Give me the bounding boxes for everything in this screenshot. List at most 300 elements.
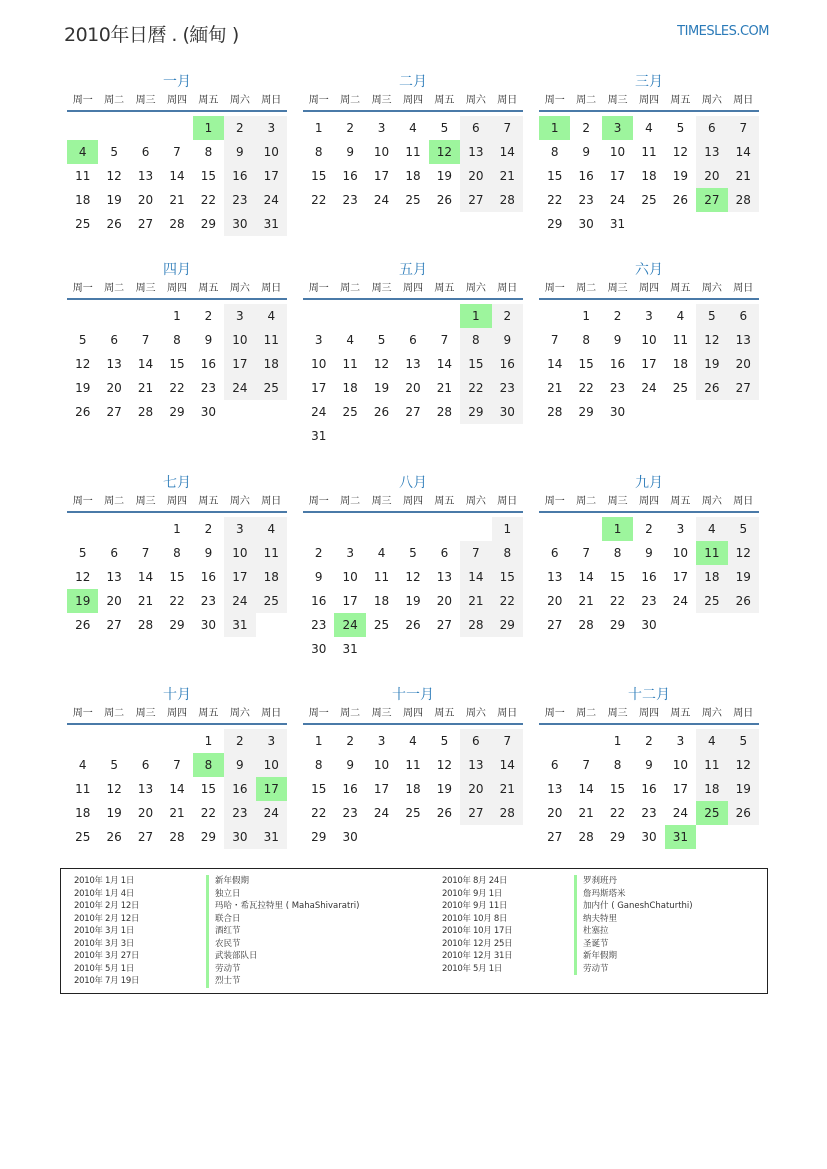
- day-cell: 3: [676, 734, 685, 748]
- holiday-name: 武装部队日: [206, 950, 258, 963]
- day-cell: 22: [311, 193, 327, 207]
- holiday-name: 杜塞拉: [574, 925, 609, 938]
- day-cell: 19: [436, 169, 453, 183]
- day-cell: 20: [106, 381, 122, 395]
- day-cell: 8: [492, 541, 523, 565]
- day-cell: 4: [409, 121, 417, 135]
- day-cell: 18: [342, 381, 358, 395]
- day-cell: 21: [547, 381, 563, 395]
- day-cell: 17: [224, 352, 255, 376]
- day-cell: 22: [578, 381, 594, 395]
- day-cell: 30: [641, 830, 657, 844]
- day-cell: 21: [578, 806, 594, 820]
- day-cell: 8: [613, 758, 622, 772]
- weekday-label: 周二: [576, 283, 597, 294]
- day-cell: 21: [169, 806, 185, 820]
- day-cell: 19: [696, 352, 727, 376]
- day-grid: [539, 729, 759, 849]
- day-cell: 11: [342, 357, 358, 371]
- day-cell: 16: [578, 169, 594, 183]
- day-cell: 10: [224, 541, 255, 565]
- day-cell: 10: [641, 333, 657, 347]
- weekday-label: 周六: [229, 95, 250, 106]
- day-cell: 11: [405, 758, 421, 772]
- day-cell: 24: [672, 806, 689, 820]
- day-cell: 8: [460, 328, 491, 352]
- holiday-name: 罗刹班丹: [574, 875, 617, 888]
- day-cell: 12: [373, 357, 390, 371]
- month-title: 十二月: [628, 687, 670, 703]
- day-cell: 18: [256, 565, 287, 589]
- day-cell: 21: [492, 164, 523, 188]
- day-cell: 10: [256, 140, 287, 164]
- day-cell: 11: [696, 753, 727, 777]
- day-cell: 21: [492, 777, 523, 801]
- day-cell: 4: [409, 734, 417, 748]
- day-cell: 2: [314, 546, 323, 560]
- day-cell: 24: [672, 594, 689, 608]
- day-cell: 23: [492, 376, 523, 400]
- day-cell: 25: [342, 405, 358, 419]
- months-grid: [67, 72, 767, 862]
- weekday-label: 周三: [371, 496, 392, 507]
- holiday-date: 2010年 8月 24日: [442, 876, 508, 886]
- weekday-label: 周二: [104, 496, 125, 507]
- day-cell: 14: [436, 357, 453, 371]
- day-cell: 10: [609, 145, 626, 159]
- day-cell: 9: [613, 333, 622, 347]
- month-title: 十月: [163, 687, 191, 703]
- day-cell: 2: [346, 121, 354, 135]
- empty-cell: [539, 517, 570, 541]
- holiday-date: 2010年 12月 25日: [442, 938, 513, 949]
- day-cell: 1: [314, 734, 323, 748]
- day-cell: 19: [728, 777, 759, 801]
- holiday-name: 农民节: [206, 938, 241, 951]
- weekday-label: 周日: [497, 283, 518, 294]
- empty-cell: [429, 517, 460, 541]
- empty-cell: [334, 304, 365, 328]
- day-cell: 27: [460, 801, 491, 825]
- day-cell: 19: [436, 782, 453, 796]
- empty-cell: [67, 729, 98, 753]
- day-cell: 26: [106, 217, 122, 231]
- day-cell: 22: [200, 193, 217, 207]
- day-cell: 14: [169, 169, 185, 183]
- day-cell: 30: [200, 405, 217, 419]
- day-cell: 1: [582, 309, 590, 323]
- empty-cell: [366, 304, 397, 328]
- day-cell: 9: [346, 758, 354, 772]
- day-cell: 31: [609, 217, 626, 231]
- day-cell: 3: [256, 116, 287, 140]
- day-cell: 17: [672, 570, 689, 584]
- day-cell: 29: [547, 217, 563, 231]
- holiday-date: 2010年 5月 1日: [74, 963, 135, 974]
- day-cell: 11: [75, 169, 91, 183]
- day-grid: [303, 116, 523, 212]
- day-cell: 24: [373, 806, 390, 820]
- day-cell: 6: [110, 333, 118, 347]
- day-cell: 20: [460, 164, 491, 188]
- day-cell: 5: [409, 546, 417, 560]
- day-cell: 26: [728, 801, 759, 825]
- weekday-label: 周二: [104, 283, 125, 294]
- day-cell: 10: [373, 145, 390, 159]
- day-cell: 28: [492, 188, 523, 212]
- day-cell: 10: [256, 753, 287, 777]
- day-cell: 9: [492, 328, 523, 352]
- day-cell: 31: [342, 642, 358, 656]
- day-cell: 2: [645, 734, 653, 748]
- empty-cell: [67, 517, 98, 541]
- month-calendar: [303, 260, 523, 448]
- day-cell: 14: [137, 570, 154, 584]
- day-cell: 23: [641, 806, 657, 820]
- day-cell: 15: [311, 782, 327, 796]
- weekday-label: 周三: [135, 708, 156, 719]
- day-cell: 26: [75, 618, 91, 632]
- holiday-name: 劳动节: [574, 963, 609, 976]
- empty-cell: [98, 116, 129, 140]
- day-cell: 17: [373, 782, 390, 796]
- day-cell: 15: [609, 570, 626, 584]
- day-cell: 13: [436, 570, 453, 584]
- day-cell: 9: [224, 753, 255, 777]
- day-cell: 3: [256, 729, 287, 753]
- day-cell: 29: [609, 830, 626, 844]
- day-cell: 2: [613, 309, 622, 323]
- day-cell: 7: [550, 333, 559, 347]
- weekday-header: [539, 92, 759, 112]
- site-link[interactable]: TIMESLES.COM: [677, 24, 769, 39]
- holiday-date: 2010年 5月 1日: [442, 963, 503, 974]
- day-cell: 3: [224, 517, 255, 541]
- day-cell: 21: [137, 381, 154, 395]
- day-cell: 22: [609, 806, 626, 820]
- day-cell: 21: [578, 594, 594, 608]
- day-cell: 9: [204, 333, 213, 347]
- day-cell: 24: [256, 801, 287, 825]
- holiday-date: 2010年 3月 27日: [74, 951, 140, 961]
- day-cell: 14: [492, 140, 523, 164]
- day-cell: 5: [728, 517, 759, 541]
- day-cell: 12: [75, 570, 91, 584]
- day-cell: 12: [106, 169, 122, 183]
- day-cell: 19: [106, 806, 122, 820]
- day-cell: 27: [728, 376, 759, 400]
- day-cell: 10: [672, 546, 689, 560]
- day-cell: 8: [204, 145, 213, 159]
- day-cell: 28: [137, 618, 154, 632]
- day-cell: 19: [728, 565, 759, 589]
- day-cell: 19: [405, 594, 421, 608]
- day-cell: 14: [578, 782, 594, 796]
- holiday-date: 2010年 3月 1日: [74, 926, 135, 936]
- day-cell: 22: [169, 594, 185, 608]
- month-title: 八月: [399, 475, 427, 491]
- day-cell: 13: [137, 782, 154, 796]
- day-cell: 15: [578, 357, 594, 371]
- day-cell: 17: [641, 357, 657, 371]
- day-cell: 15: [169, 570, 185, 584]
- weekday-label: 周四: [638, 283, 659, 294]
- day-cell: 16: [200, 357, 217, 371]
- day-cell: 26: [405, 618, 421, 632]
- day-cell: 18: [641, 169, 657, 183]
- day-cell: 20: [137, 193, 154, 207]
- day-cell: 29: [460, 400, 491, 424]
- weekday-label: 周三: [607, 95, 628, 106]
- day-cell: 9: [314, 570, 323, 584]
- day-cell: 7: [440, 333, 449, 347]
- day-cell: 29: [311, 830, 327, 844]
- holiday-day-cell: 1: [460, 304, 491, 328]
- holiday-date: 2010年 1月 4日: [74, 888, 135, 899]
- holiday-name: 新年假期: [574, 950, 617, 963]
- weekday-label: 周六: [701, 95, 722, 106]
- weekday-label: 周二: [340, 708, 361, 719]
- day-cell: 28: [436, 405, 453, 419]
- day-cell: 4: [377, 546, 386, 560]
- day-cell: 23: [641, 594, 657, 608]
- day-cell: 12: [405, 570, 421, 584]
- month-calendar: [539, 72, 759, 236]
- weekday-label: 周二: [340, 496, 361, 507]
- day-cell: 14: [492, 753, 523, 777]
- day-cell: 29: [169, 618, 185, 632]
- day-cell: 16: [641, 782, 657, 796]
- day-cell: 28: [728, 188, 759, 212]
- day-cell: 4: [676, 309, 685, 323]
- holiday-name: 烈士节: [206, 975, 241, 988]
- weekday-label: 周五: [434, 496, 455, 507]
- day-cell: 7: [141, 333, 150, 347]
- weekday-header: [67, 280, 287, 300]
- day-cell: 28: [547, 405, 563, 419]
- day-cell: 14: [578, 570, 594, 584]
- holiday-day-cell: 11: [696, 541, 727, 565]
- weekday-label: 周一: [544, 283, 565, 294]
- day-cell: 31: [256, 825, 287, 849]
- month-title: 二月: [399, 74, 427, 90]
- page-title: 2010年日曆 . (緬甸 ): [64, 24, 239, 46]
- weekday-label: 周二: [576, 95, 597, 106]
- day-cell: 13: [696, 140, 727, 164]
- day-cell: 20: [547, 594, 563, 608]
- weekday-label: 周六: [701, 708, 722, 719]
- day-cell: 6: [141, 758, 150, 772]
- day-cell: 18: [373, 594, 390, 608]
- empty-cell: [130, 517, 161, 541]
- day-cell: 26: [696, 376, 727, 400]
- day-cell: 23: [578, 193, 594, 207]
- weekday-label: 周日: [261, 496, 282, 507]
- day-cell: 2: [204, 309, 213, 323]
- day-cell: 19: [75, 381, 91, 395]
- day-cell: 18: [405, 169, 421, 183]
- day-cell: 25: [405, 193, 421, 207]
- empty-cell: [161, 116, 192, 140]
- month-title: 九月: [635, 475, 663, 491]
- day-cell: 21: [460, 589, 491, 613]
- month-calendar: [67, 685, 287, 849]
- weekday-label: 周二: [340, 283, 361, 294]
- month-title: 六月: [635, 262, 663, 278]
- day-cell: 6: [550, 758, 559, 772]
- day-cell: 29: [492, 613, 523, 637]
- holiday-date: 2010年 10月 8日: [442, 913, 508, 924]
- empty-cell: [429, 304, 460, 328]
- empty-cell: [161, 729, 192, 753]
- day-cell: 30: [342, 830, 358, 844]
- holiday-day-cell: 1: [539, 116, 570, 140]
- day-cell: 28: [578, 618, 594, 632]
- weekday-header: [539, 705, 759, 725]
- holiday-date: 2010年 10月 17日: [442, 926, 513, 936]
- day-cell: 5: [728, 729, 759, 753]
- weekday-label: 周五: [198, 496, 219, 507]
- day-cell: 30: [641, 618, 657, 632]
- day-cell: 2: [582, 121, 590, 135]
- day-cell: 16: [311, 594, 327, 608]
- weekday-label: 周四: [166, 708, 187, 719]
- day-cell: 13: [106, 570, 122, 584]
- weekday-label: 周五: [434, 283, 455, 294]
- empty-cell: [98, 517, 129, 541]
- day-cell: 9: [204, 546, 213, 560]
- weekday-label: 周四: [166, 496, 187, 507]
- day-cell: 23: [224, 188, 255, 212]
- day-cell: 20: [547, 806, 563, 820]
- day-grid: [303, 517, 523, 661]
- day-cell: 7: [141, 546, 150, 560]
- day-cell: 6: [440, 546, 449, 560]
- day-grid: [67, 729, 287, 849]
- day-cell: 18: [75, 806, 91, 820]
- day-cell: 28: [492, 801, 523, 825]
- day-cell: 26: [106, 830, 122, 844]
- weekday-label: 周一: [308, 95, 329, 106]
- day-cell: 8: [314, 758, 323, 772]
- empty-cell: [303, 304, 334, 328]
- weekday-label: 周一: [72, 496, 93, 507]
- day-cell: 16: [609, 357, 626, 371]
- day-cell: 15: [169, 357, 185, 371]
- day-cell: 17: [342, 594, 358, 608]
- day-cell: 29: [200, 830, 217, 844]
- weekday-label: 周一: [308, 496, 329, 507]
- day-cell: 13: [405, 357, 421, 371]
- holiday-name: 纳夫特里: [574, 913, 617, 926]
- day-cell: 5: [676, 121, 685, 135]
- holiday-name: 圣诞节: [574, 938, 609, 951]
- day-cell: 28: [460, 613, 491, 637]
- day-cell: 6: [409, 333, 417, 347]
- day-cell: 30: [224, 212, 255, 236]
- day-cell: 9: [346, 145, 354, 159]
- holiday-date: 2010年 3月 3日: [74, 938, 135, 949]
- day-cell: 27: [436, 618, 453, 632]
- weekday-label: 周五: [198, 95, 219, 106]
- day-cell: 1: [173, 522, 181, 536]
- day-cell: 12: [728, 753, 759, 777]
- holiday-day-cell: 3: [602, 116, 633, 140]
- day-cell: 11: [641, 145, 657, 159]
- day-cell: 5: [440, 734, 449, 748]
- day-cell: 15: [609, 782, 626, 796]
- day-cell: 21: [169, 193, 185, 207]
- day-cell: 18: [696, 777, 727, 801]
- day-cell: 9: [224, 140, 255, 164]
- empty-cell: [130, 116, 161, 140]
- weekday-label: 周一: [544, 496, 565, 507]
- empty-cell: [303, 517, 334, 541]
- day-cell: 15: [547, 169, 563, 183]
- day-cell: 16: [224, 777, 255, 801]
- day-cell: 5: [696, 304, 727, 328]
- empty-cell: [570, 729, 601, 753]
- weekday-label: 周六: [701, 496, 722, 507]
- weekday-header: [303, 493, 523, 513]
- day-cell: 22: [460, 376, 491, 400]
- day-cell: 6: [110, 546, 118, 560]
- day-cell: 1: [492, 517, 523, 541]
- day-cell: 26: [75, 405, 91, 419]
- weekday-label: 周一: [544, 708, 565, 719]
- day-cell: 11: [256, 541, 287, 565]
- month-calendar: [539, 260, 759, 424]
- day-cell: 10: [342, 570, 358, 584]
- day-cell: 17: [609, 169, 626, 183]
- weekday-header: [303, 280, 523, 300]
- day-cell: 2: [492, 304, 523, 328]
- weekday-header: [67, 493, 287, 513]
- weekday-label: 周日: [497, 496, 518, 507]
- day-cell: 7: [492, 729, 523, 753]
- month-calendar: [67, 473, 287, 637]
- day-cell: 3: [377, 121, 386, 135]
- weekday-label: 周五: [670, 95, 691, 106]
- day-cell: 25: [696, 589, 727, 613]
- day-cell: 12: [672, 145, 689, 159]
- month-title: 五月: [399, 262, 427, 278]
- day-cell: 2: [224, 729, 255, 753]
- weekday-label: 周日: [733, 708, 754, 719]
- day-cell: 14: [460, 565, 491, 589]
- holiday-day-cell: 31: [665, 825, 696, 849]
- day-cell: 17: [672, 782, 689, 796]
- day-cell: 2: [224, 116, 255, 140]
- day-cell: 9: [645, 546, 653, 560]
- day-cell: 10: [311, 357, 327, 371]
- weekday-label: 周日: [261, 708, 282, 719]
- holiday-name: 新年假期: [206, 875, 249, 888]
- day-cell: 25: [405, 806, 421, 820]
- day-cell: 3: [314, 333, 323, 347]
- month-title: 十一月: [392, 687, 434, 703]
- day-cell: 8: [582, 333, 590, 347]
- month-calendar: [303, 72, 523, 212]
- weekday-label: 周一: [72, 283, 93, 294]
- day-cell: 7: [728, 116, 759, 140]
- day-cell: 12: [75, 357, 91, 371]
- day-cell: 18: [256, 352, 287, 376]
- day-cell: 23: [342, 193, 358, 207]
- day-cell: 10: [224, 328, 255, 352]
- day-cell: 29: [200, 217, 217, 231]
- day-cell: 28: [169, 830, 185, 844]
